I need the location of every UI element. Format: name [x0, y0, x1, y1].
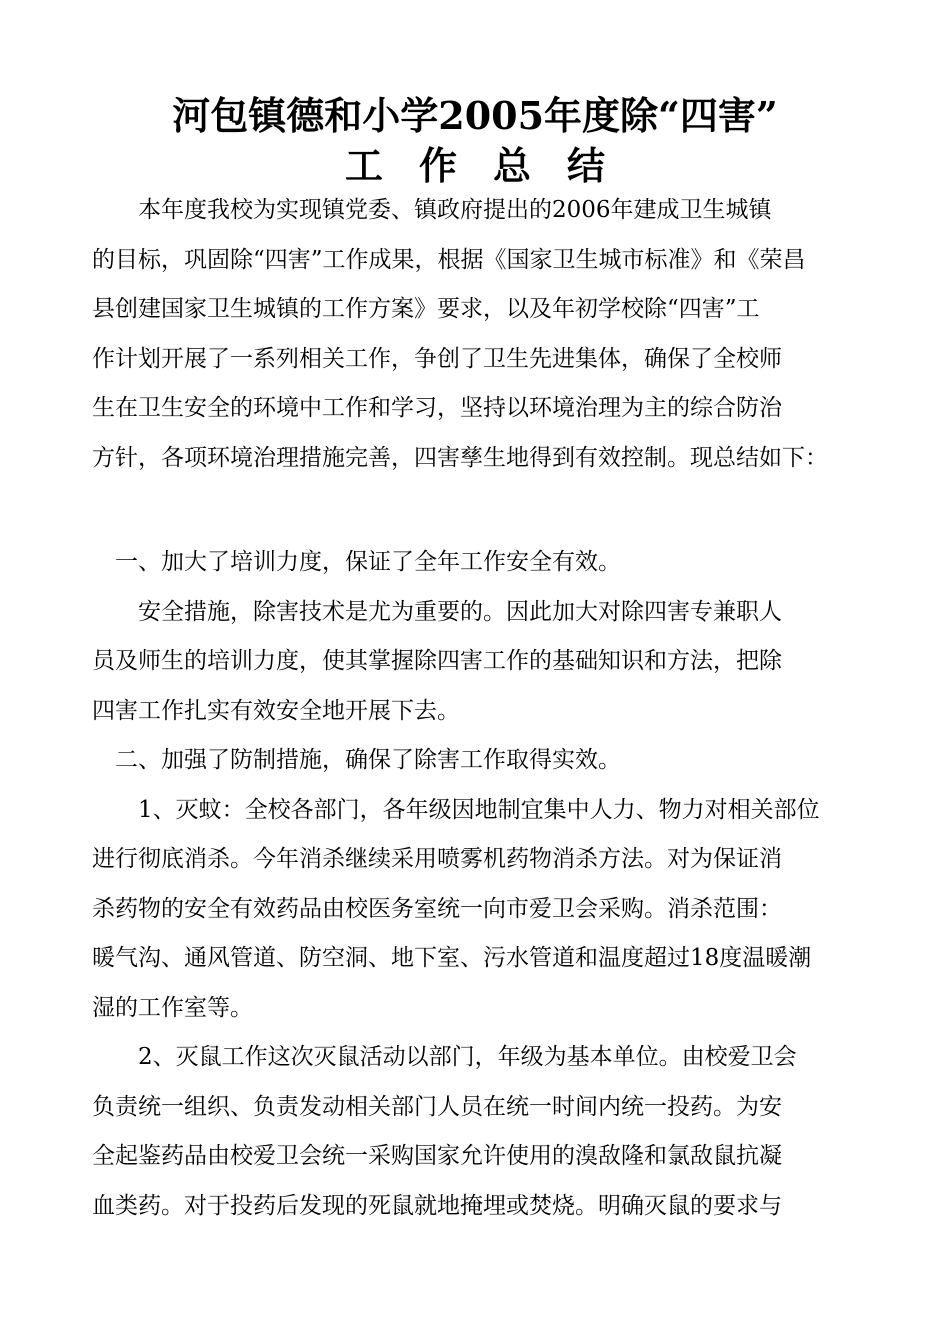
- body-section: [92, 538, 862, 1231]
- section-heading: 一、加大了培训力度，保证了全年工作安全有效。: [92, 549, 621, 575]
- text-line: 员及师生的培训力度，使其掌握除四害工作的基础知识和方法，把除: [92, 648, 782, 674]
- document-title: 河包镇德和小学2005年度除“四害”: [172, 93, 778, 138]
- text-line: 杀药物的安全有效药品由校医务室统一向市爱卫会采购。消杀范围：: [92, 895, 782, 922]
- intro-paragraph: [92, 186, 862, 483]
- text-line: 血类药。对于投药后发现的死鼠就地掩埋或焚烧。明确灭鼠的要求与: [92, 1192, 782, 1219]
- text-line: 四害工作扎实有效安全地开展下去。: [92, 697, 460, 724]
- document-subtitle: 工作总结: [344, 143, 641, 188]
- section-heading: 二、加强了防制措施，确保了除害工作取得实效。: [92, 747, 621, 773]
- text-line: 负责统一组织、负责发动相关部门人员在统一时间内统一投药。为安: [92, 1093, 782, 1120]
- text-line: 1、灭蚊：全校各部门，各年级因地制宜集中人力、物力对相关部位: [92, 796, 820, 823]
- text-line: 的目标，巩固除“四害”工作成果，根据《国家卫生城市标准》和《荣昌: [92, 246, 806, 273]
- text-line: 方针，各项环境治理措施完善，四害孳生地得到有效控制。现总结如下：: [92, 444, 828, 471]
- text-line: 作计划开展了一系列相关工作，争创了卫生先进集体，确保了全校师: [92, 345, 782, 372]
- text-line: 本年度我校为实现镇党委、镇政府提出的2006年建成卫生城镇: [92, 197, 772, 223]
- text-line: 2、灭鼠工作这次灭鼠活动以部门，年级为基本单位。由校爱卫会: [92, 1044, 797, 1070]
- text-line: 全起鉴药品由校爱卫会统一采购国家允许使用的溴敌隆和氯敌鼠抗凝: [92, 1143, 782, 1169]
- text-line: 暖气沟、通风管道、防空洞、地下室、污水管道和温度超过18度温暖潮: [92, 945, 812, 971]
- text-line: 安全措施，除害技术是尤为重要的。因此加大对除四害专兼职人: [92, 598, 782, 625]
- text-line: 县创建国家卫生城镇的工作方案》要求，以及年初学校除“四害”工: [92, 296, 760, 322]
- text-line: 进行彻底消杀。今年消杀继续采用喷雾机药物消杀方法。对为保证消: [92, 846, 782, 872]
- text-line: 生在卫生安全的环境中工作和学习，坚持以环境治理为主的综合防治: [92, 395, 782, 421]
- text-line: 湿的工作室等。: [92, 994, 253, 1021]
